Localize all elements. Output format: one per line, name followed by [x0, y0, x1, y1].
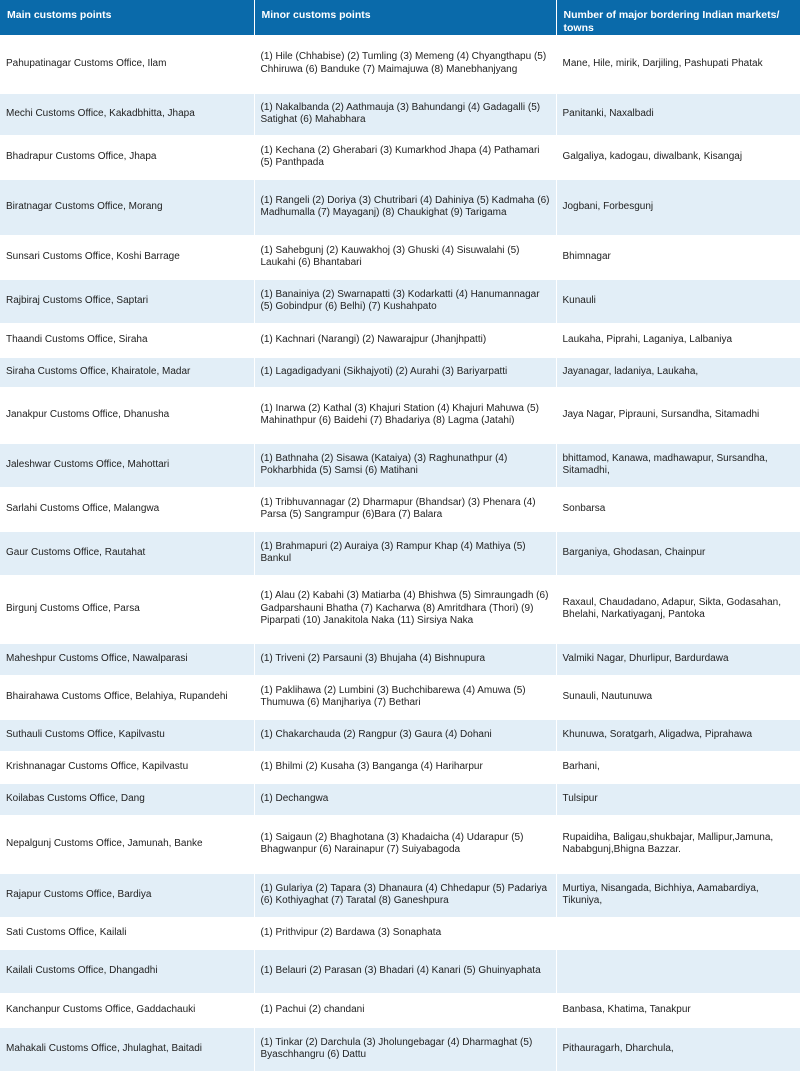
main-customs-cell: Pahupatinagar Customs Office, Ilam: [0, 35, 254, 93]
header-row: [0, 0, 800, 35]
indian-markets-cell: Sonbarsa: [562, 502, 606, 514]
main-customs-cell: Kailali Customs Office, Dhangadhi: [0, 949, 254, 993]
main-customs-cell: Sati Customs Office, Kailali: [0, 917, 254, 949]
header-indian-markets: Number of major bordering Indian markets/ towns: [556, 0, 800, 35]
indian-markets-cell: Jaya Nagar, Piprauni, Sursandha, Sitamadhi: [562, 408, 760, 420]
minor-customs-cell: (1) Lagadigadyani (Sikhajyoti) (2) Aurahi (3) Bariyarpatti: [254, 357, 556, 387]
table-row: [0, 93, 800, 135]
table-row: [0, 643, 800, 675]
minor-customs-cell: (1) Belauri (2) Parasan (3) Bhadari (4) Kanari (5) Ghuinyaphata: [254, 949, 556, 993]
main-customs-cell: Thaandi Customs Office, Siraha: [0, 323, 254, 357]
main-customs-cell: Sunsari Customs Office, Koshi Barrage: [0, 235, 254, 279]
minor-customs-cell: (1) Tinkar (2) Darchula (3) Jholungebagar (4) Dharmaghat (5) Byaschhangru (6) Dattu: [254, 1027, 556, 1071]
indian-markets-cell: Sunauli, Nautunuwa: [562, 690, 653, 702]
table-row: [0, 719, 800, 751]
table-row: [0, 873, 800, 917]
indian-markets-cell: Galgaliya, kadogau, diwalbank, Kisangaj: [562, 150, 743, 162]
minor-customs-cell: (1) Hile (Chhabise) (2) Tumling (3) Memeng (4) Chyangthapu (5) Chhiruwa (6) Banduke (7) Maimajuwa (8) Manebhanjyang: [254, 35, 556, 93]
indian-markets-cell: Mane, Hile, mirik, Darjiling, Pashupati Phatak: [562, 57, 763, 69]
minor-customs-cell: (1) Banainiya (2) Swarnapatti (3) Kodarkatti (4) Hanumannagar (5) Gobindpur (6) Belhi) (7) Kushahpato: [254, 279, 556, 323]
minor-customs-cell: (1) Bathnaha (2) Sisawa (Kataiya) (3) Raghunathpur (4) Pokharbhida (5) Samsi (6) Matihani: [254, 443, 556, 487]
indian-markets-cell: Tulsipur: [562, 792, 598, 804]
minor-customs-cell: (1) Sahebgunj (2) Kauwakhoj (3) Ghuski (4) Sisuwalahi (5) Laukahi (6) Bhantabari: [254, 235, 556, 279]
minor-customs-cell: (1) Paklihawa (2) Lumbini (3) Buchchibarewa (4) Amuwa (5) Thumuwa (6) Manjhariya (7) Bethari: [254, 675, 556, 719]
table-row: [0, 443, 800, 487]
indian-markets-cell: Pithauragarh, Dharchula,: [562, 1042, 674, 1054]
indian-markets-cell: Valmiki Nagar, Dhurlipur, Bardurdawa: [562, 652, 729, 664]
table-row: [0, 35, 800, 93]
table-row: [0, 487, 800, 531]
table-row: [0, 531, 800, 575]
table-row: [0, 279, 800, 323]
minor-customs-cell: (1) Saigaun (2) Bhaghotana (3) Khadaicha (4) Udarapur (5) Bhagwanpur (6) Narainapur (7) Suiyabagoda: [254, 815, 556, 873]
table-row: [0, 575, 800, 643]
main-customs-cell: Janakpur Customs Office, Dhanusha: [0, 387, 254, 443]
indian-markets-cell: Barhani,: [562, 760, 600, 772]
main-customs-cell: Kanchanpur Customs Office, Gaddachauki: [0, 993, 254, 1027]
main-customs-cell: Siraha Customs Office, Khairatole, Madar: [0, 357, 254, 387]
minor-customs-cell: (1) Inarwa (2) Kathal (3) Khajuri Station (4) Khajuri Mahuwa (5) Mahinathpur (6) Baidehi (7) Bhadariya (8) Lagma (Jatahi): [254, 387, 556, 443]
indian-markets-cell: Barganiya, Ghodasan, Chainpur: [562, 546, 706, 558]
indian-markets-cell: [556, 917, 800, 949]
indian-markets-cell: Banbasa, Khatima, Tanakpur: [562, 1003, 691, 1015]
indian-markets-cell: Khunuwa, Soratgarh, Aligadwa, Piprahawa: [562, 728, 753, 740]
minor-customs-cell: (1) Kachnari (Narangi) (2) Nawarajpur (Jhanjhpatti): [254, 323, 556, 357]
table-row: [0, 235, 800, 279]
main-customs-cell: Rajbiraj Customs Office, Saptari: [0, 279, 254, 323]
minor-customs-cell: (1) Chakarchauda (2) Rangpur (3) Gaura (4) Dohani: [254, 719, 556, 751]
main-customs-cell: Suthauli Customs Office, Kapilvastu: [0, 719, 254, 751]
minor-customs-cell: (1) Prithvipur (2) Bardawa (3) Sonaphata: [254, 917, 556, 949]
main-customs-cell: Mechi Customs Office, Kakadbhitta, Jhapa: [0, 93, 254, 135]
minor-customs-cell: (1) Brahmapuri (2) Auraiya (3) Rampur Khap (4) Mathiya (5) Bankul: [254, 531, 556, 575]
table-row: [0, 993, 800, 1027]
main-customs-cell: Birgunj Customs Office, Parsa: [0, 575, 254, 643]
main-customs-cell: Bhadrapur Customs Office, Jhapa: [0, 135, 254, 179]
minor-customs-cell: (1) Nakalbanda (2) Aathmauja (3) Bahundangi (4) Gadagalli (5) Satighat (6) Mahabhara: [254, 93, 556, 135]
table-row: [0, 179, 800, 235]
indian-markets-cell: Panitanki, Naxalbadi: [562, 107, 654, 119]
minor-customs-cell: (1) Dechangwa: [254, 783, 556, 815]
indian-markets-cell: Rupaidiha, Baligau,shukbajar, Mallipur,Jamuna, Nababgunj,Bhigna Bazzar.: [562, 831, 774, 855]
main-customs-cell: Jaleshwar Customs Office, Mahottari: [0, 443, 254, 487]
main-customs-cell: Nepalgunj Customs Office, Jamunah, Banke: [0, 815, 254, 873]
main-customs-cell: Rajapur Customs Office, Bardiya: [0, 873, 254, 917]
table-row: [0, 751, 800, 783]
minor-customs-cell: (1) Bhilmi (2) Kusaha (3) Banganga (4) Hariharpur: [254, 751, 556, 783]
main-customs-cell: Biratnagar Customs Office, Morang: [0, 179, 254, 235]
table-row: [0, 1027, 800, 1071]
indian-markets-cell: Jogbani, Forbesgunj: [562, 200, 654, 212]
minor-customs-cell: (1) Kechana (2) Gherabari (3) Kumarkhod Jhapa (4) Pathamari (5) Panthpada: [254, 135, 556, 179]
table-row: [0, 949, 800, 993]
indian-markets-cell: [556, 949, 800, 993]
indian-markets-cell: Kunauli: [562, 294, 596, 306]
table-row: [0, 135, 800, 179]
minor-customs-cell: (1) Triveni (2) Parsauni (3) Bhujaha (4) Bishnupura: [254, 643, 556, 675]
table-body: [0, 35, 800, 1071]
minor-customs-cell: (1) Pachui (2) chandani: [254, 993, 556, 1027]
indian-markets-cell: Laukaha, Piprahi, Laganiya, Lalbaniya: [562, 333, 733, 345]
table-row: [0, 783, 800, 815]
minor-customs-cell: (1) Tribhuvannagar (2) Dharmapur (Bhandsar) (3) Phenara (4) Parsa (5) Sangrampur (6)Bara (7) Balara: [254, 487, 556, 531]
table-row: [0, 815, 800, 873]
minor-customs-cell: (1) Rangeli (2) Doriya (3) Chutribari (4) Dahiniya (5) Kadmaha (6) Madhumalla (7) Mayaganj) (8) Chaukighat (9) Tarigama: [254, 179, 556, 235]
main-customs-cell: Gaur Customs Office, Rautahat: [0, 531, 254, 575]
indian-markets-cell: Raxaul, Chaudadano, Adapur, Sikta, Godasahan, Bhelahi, Narkatiyaganj, Pantoka: [562, 596, 781, 620]
minor-customs-cell: (1) Gulariya (2) Tapara (3) Dhanaura (4) Chhedapur (5) Padariya (6) Kothiyaghat (7) Taratal (8) Ganeshpura: [254, 873, 556, 917]
table-row: [0, 323, 800, 357]
main-customs-cell: Koilabas Customs Office, Dang: [0, 783, 254, 815]
main-customs-cell: Krishnanagar Customs Office, Kapilvastu: [0, 751, 254, 783]
main-customs-cell: Mahakali Customs Office, Jhulaghat, Baitadi: [0, 1027, 254, 1071]
indian-markets-cell: Jayanagar, ladaniya, Laukaha,: [562, 365, 699, 377]
main-customs-cell: Maheshpur Customs Office, Nawalparasi: [0, 643, 254, 675]
table-row: [0, 357, 800, 387]
header-main-customs: Main customs points: [0, 0, 254, 35]
table-row: [0, 675, 800, 719]
main-customs-cell: Sarlahi Customs Office, Malangwa: [0, 487, 254, 531]
minor-customs-cell: (1) Alau (2) Kabahi (3) Matiarba (4) Bhishwa (5) Simraungadh (6) Gadparshauni Bhatha (7) Kacharwa (8) Amritdhara (Thori) (9) Piparpati (10) Janakitola Naka (11) Sirsiya Naka: [254, 575, 556, 643]
header-minor-customs: Minor customs points: [254, 0, 556, 35]
indian-markets-cell: bhittamod, Kanawa, madhawapur, Sursandha, Sitamadhi,: [562, 452, 768, 476]
indian-markets-cell: Bhimnagar: [562, 250, 611, 262]
indian-markets-cell: Murtiya, Nisangada, Bichhiya, Aamabardiya, Tikuniya,: [562, 882, 759, 906]
table-row: [0, 917, 800, 949]
main-customs-cell: Bhairahawa Customs Office, Belahiya, Rupandehi: [0, 675, 254, 719]
table-row: [0, 387, 800, 443]
